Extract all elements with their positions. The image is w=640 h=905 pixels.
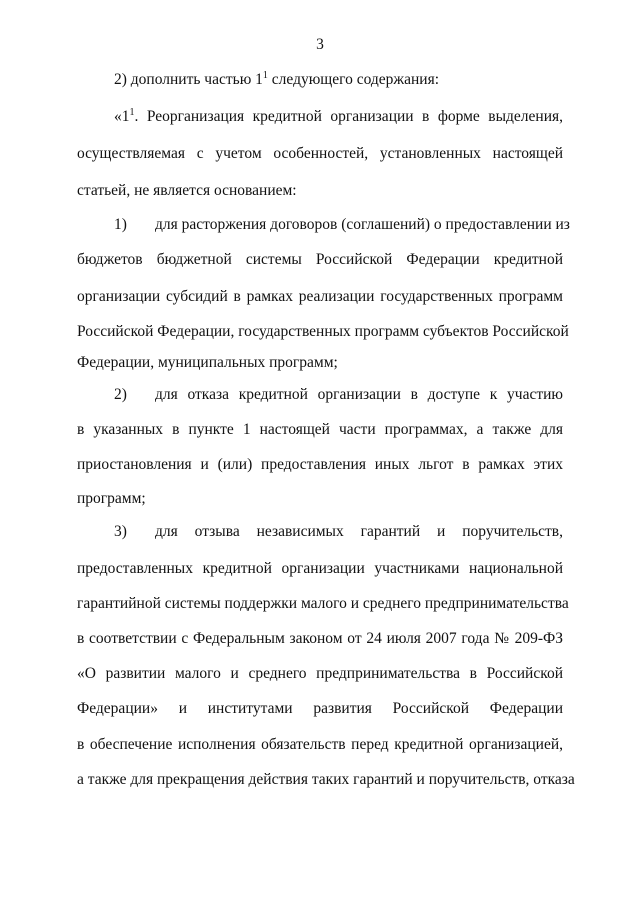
item-number: 1): [114, 216, 127, 233]
item-first-line: для расторжения договоров (соглашений) о предоставлении из: [155, 216, 570, 233]
item-line: в соответствии с Федеральным законом от 24 июля 2007 года № 209-ФЗ: [77, 630, 563, 647]
item-line: «О развитии малого и среднего предпринимательства в Российской: [77, 665, 563, 682]
item-first-line: для отказа кредитной организации в доступе к участию: [155, 386, 563, 403]
heading-superscript: 1: [129, 106, 135, 118]
intro-text: 2) дополнить частью 1: [114, 71, 263, 88]
item-line: в обеспечение исполнения обязательств перед кредитной организацией,: [77, 736, 563, 753]
item-number: 2): [114, 386, 127, 403]
heading-text: . Реорганизация кредитной организации в форме выделения,: [134, 108, 563, 125]
paragraph-heading-line-1: [114, 107, 563, 127]
item-line: Федерации, муниципальных программ;: [77, 354, 338, 371]
item-line: Российской Федерации, государственных программ субъектов Российской: [77, 323, 569, 340]
item-line: Федерации» и институтами развития Российской Федерации: [77, 700, 563, 717]
item-line: программ;: [77, 490, 146, 507]
paragraph-heading-line-3: статьей, не является основанием:: [77, 182, 297, 199]
item-line: приостановления и (или) предоставления иных льгот в рамках этих: [77, 456, 563, 473]
intro-superscript: 1: [262, 69, 268, 81]
item-line: организации субсидий в рамках реализации государственных программ: [77, 288, 563, 305]
item-line: в указанных в пункте 1 настоящей части программах, а также для: [77, 421, 563, 438]
intro-line: [114, 70, 439, 90]
item-line: предоставленных кредитной организации участниками национальной: [77, 560, 563, 577]
heading-quote: «1: [114, 108, 130, 125]
intro-text-end: следующего содержания:: [267, 71, 440, 88]
paragraph-heading-line-2: осуществляемая с учетом особенностей, установленных настоящей: [77, 145, 563, 162]
item-line: бюджетов бюджетной системы Российской Федерации кредитной: [77, 251, 563, 268]
page-number: 3: [316, 36, 324, 53]
item-number: 3): [114, 523, 127, 540]
item-line: а также для прекращения действия таких гарантий и поручительств, отказа: [77, 771, 575, 788]
item-first-line: для отзыва независимых гарантий и поручительств,: [155, 523, 563, 540]
item-line: гарантийной системы поддержки малого и среднего предпринимательства: [77, 595, 569, 612]
